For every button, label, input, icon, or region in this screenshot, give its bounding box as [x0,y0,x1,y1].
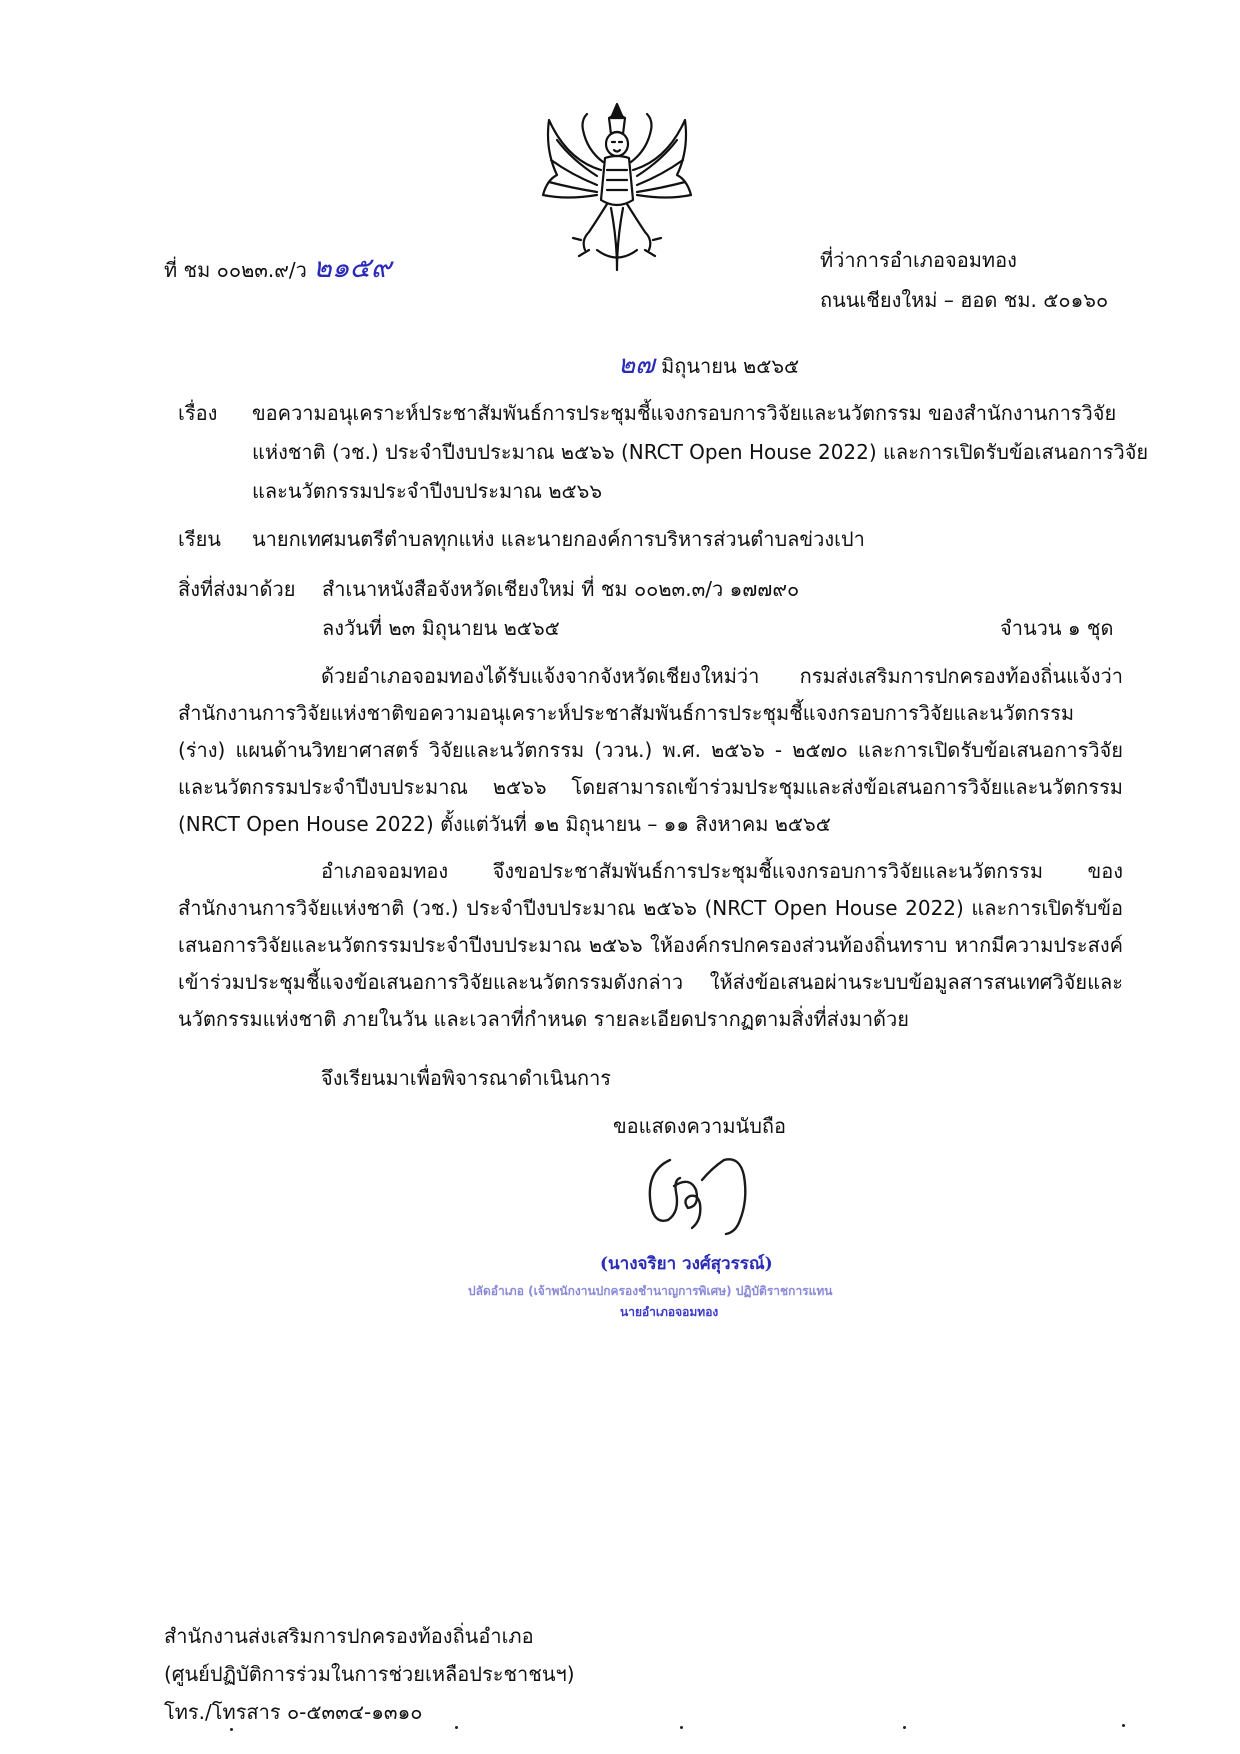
subject-line-1: ขอความอนุเคราะห์ประชาสัมพันธ์การประชุมชี้แจงกรอบการวิจัยและนวัตกรรม ของสำนักงานการวิจัย [252,401,1117,425]
date-month-year: มิถุนายน ๒๕๖๕ [661,354,800,378]
regards: ขอแสดงความนับถือ [613,1114,787,1138]
scan-dot [230,1728,233,1731]
handwritten-signature [640,1150,770,1240]
office-name: ที่ว่าการอำเภอจอมทอง [820,248,1017,272]
footer-office: สำนักงานส่งเสริมการปกครองท้องถิ่นอำเภอ [164,1624,534,1648]
footer-center: (ศูนย์ปฏิบัติการร่วมในการช่วยเหลือประชาชนฯ) [164,1662,575,1686]
garuda-emblem-icon [537,100,697,275]
closing-request: จึงเรียนมาเพื่อพิจารณาดำเนินการ [321,1066,612,1090]
footer-phone: โทร./โทรสาร ๐-๕๓๓๔-๑๓๑๐ [164,1700,423,1724]
subject-line-2: แห่งชาติ (วช.) ประจำปีงบประมาณ ๒๕๖๖ (NRCT Open House 2022) และการเปิดรับข้อเสนอการวิจัย [252,440,1149,464]
recipient-text: นายกเทศมนตรีตำบลทุกแห่ง และนายกองค์การบริหารส่วนตำบลข่วงเปา [252,527,865,551]
body-paragraph-1: ด้วยอำเภอจอมทองได้รับแจ้งจากจังหวัดเชียงใหม่ว่า กรมส่งเสริมการปกครองท้องถิ่นแจ้งว่า สำนักงานการวิจัยแห่งชาติขอความอนุเคราะห์ประชาสัมพันธ์การประชุมชี้แจงกรอบการวิจัยและนวัตกรรม (ร่าง) แผนด้านวิทยาศาสตร์ วิจัยและนวัตกรรม (ววน.) พ.ศ. ๒๕๖๖ - ๒๕๗๐ และการเปิดรับข้อเสนอการวิจัยและนวัตกรรมประจำปีงบประมาณ ๒๕๖๖ โดยสามารถเข้าร่วมประชุมและส่งข้อเสนอการวิจัยและนวัตกรรม (NRCT Open House 2022) ตั้งแต่วันที่ ๑๒ มิถุนายน – ๑๑ สิงหาคม ๒๕๖๕ [178,664,1123,836]
attachment-label: สิ่งที่ส่งมาด้วย [178,577,296,601]
date-day-handwritten: ๒๗ [618,350,655,380]
reference-number [164,246,391,290]
signature-icon [640,1150,770,1240]
office-address: ถนนเชียงใหม่ – ฮอด ชม. ๕๐๑๖๐ [820,288,1109,312]
subject-label: เรื่อง [178,401,218,425]
reference-number-handwritten: ๒๑๕๙ [313,251,392,284]
reference-prefix: ที่ ชม ๐๐๒๓.๙/ว [164,258,307,282]
signer-name: (นางจริยา วงศ์สุวรรณ์) [600,1254,773,1274]
scan-dot [455,1726,458,1729]
recipient-label: เรียน [178,527,221,551]
body-paragraph-2: อำเภอจอมทอง จึงขอประชาสัมพันธ์การประชุมชี้แจงกรอบการวิจัยและนวัตกรรม ของสำนักงานการวิจัยแห่งชาติ (วช.) ประจำปีงบประมาณ ๒๕๖๖ (NRCT Open House 2022) และการเปิดรับข้อเสนอการวิจัยและนวัตกรรมประจำปีงบประมาณ ๒๕๖๖ ให้องค์กรปกครองส่วนท้องถิ่นทราบ หากมีความประสงค์เข้าร่วมประชุมชี้แจงข้อเสนอการวิจัยและนวัตกรรมดังกล่าว ให้ส่งข้อเสนอผ่านระบบข้อมูลสารสนเทศวิจัยและนวัตกรรมแห่งชาติ ภายในวัน และเวลาที่กำหนด รายละเอียดปรากฏตามสิ่งที่ส่งมาด้วย [178,859,1123,1031]
signer-position-line-2: นายอำเภอจอมทอง [620,1305,719,1319]
attachment-quantity: จำนวน ๑ ชุด [1000,616,1114,640]
scan-dot [903,1726,906,1729]
signer-position-line-1: ปลัดอำเภอ (เจ้าพนักงานปกครองชำนาญการพิเศษ) ปฏิบัติราชการแทน [468,1284,833,1298]
scan-dot [680,1726,683,1729]
attachment-line-2: ลงวันที่ ๒๓ มิถุนายน ๒๕๖๕ [322,616,560,640]
subject-line-3: และนวัตกรรมประจำปีงบประมาณ ๒๕๖๖ [252,479,603,503]
attachment-line-1: สำเนาหนังสือจังหวัดเชียงใหม่ ที่ ชม ๐๐๒๓.๓/ว ๑๗๗๙๐ [322,577,800,601]
scan-dot [1122,1724,1125,1727]
letter-date [618,344,799,385]
garuda-emblem [537,100,697,275]
